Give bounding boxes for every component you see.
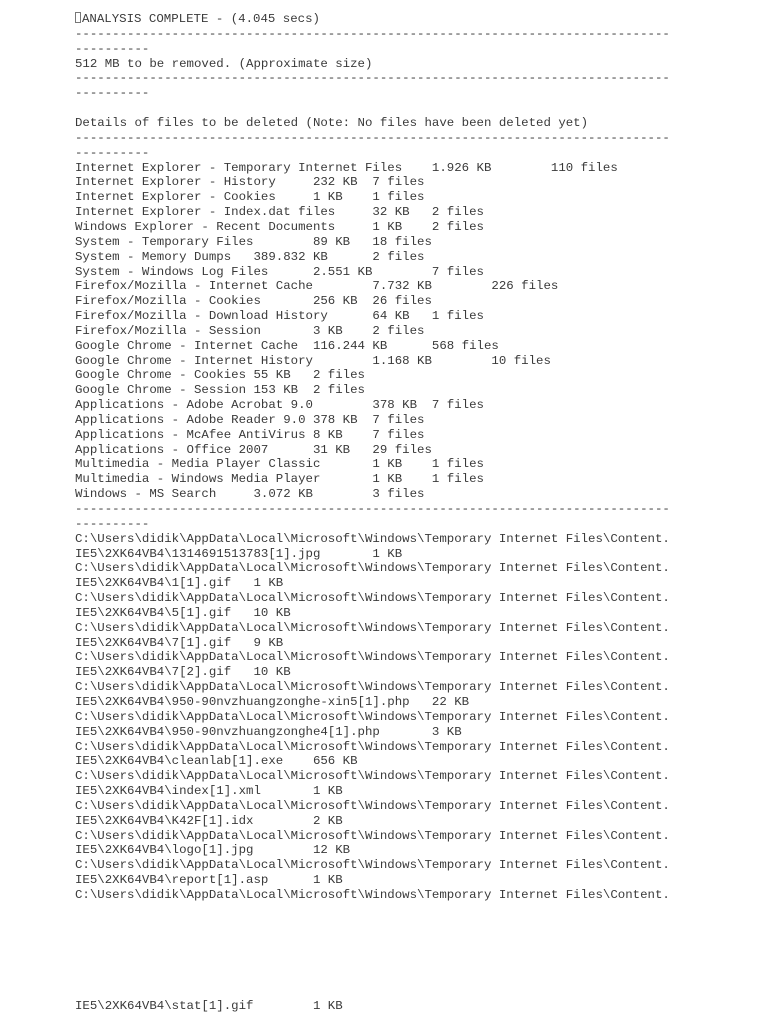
analysis-report: [75, 12, 765, 1014]
category-line: Internet Explorer - History 232 KB 7 files: [75, 175, 425, 190]
category-line: Firefox/Mozilla - Download History 64 KB 1 files: [75, 309, 484, 324]
category-line: Google Chrome - Cookies 55 KB 2 files: [75, 368, 365, 383]
file-path-line: C:\Users\didik\AppData\Local\Microsoft\Windows\Temporary Internet Files\Content.: [75, 561, 670, 576]
separator-line-wrap: ----------: [75, 86, 150, 101]
category-line: System - Memory Dumps 389.832 KB 2 files: [75, 249, 425, 264]
file-path-line: C:\Users\didik\AppData\Local\Microsoft\Windows\Temporary Internet Files\Content.: [75, 739, 670, 754]
category-line: Internet Explorer - Index.dat files 32 KB 2 files: [75, 205, 484, 220]
category-line: Google Chrome - Internet History 1.168 KB 10 files: [75, 353, 551, 368]
category-line: Firefox/Mozilla - Session 3 KB 2 files: [75, 323, 425, 338]
file-path-line: C:\Users\didik\AppData\Local\Microsoft\Windows\Temporary Internet Files\Content.: [75, 620, 670, 635]
file-path-line: C:\Users\didik\AppData\Local\Microsoft\Windows\Temporary Internet Files\Content.: [75, 858, 670, 873]
category-line: Applications - Adobe Reader 9.0 378 KB 7 files: [75, 412, 425, 427]
blank-line: [75, 101, 765, 116]
separator-line: --------------------------------------------------------------------------------: [75, 502, 670, 516]
details-title: Details of files to be deleted (Note: No files have been deleted yet): [75, 116, 589, 131]
file-path-line: C:\Users\didik\AppData\Local\Microsoft\Windows\Temporary Internet Files\Content.: [75, 798, 670, 813]
file-name-line: IE5\2XK64VB4\cleanlab[1].exe 656 KB: [75, 754, 358, 769]
file-name-line: IE5\2XK64VB4\7[1].gif 9 KB: [75, 635, 284, 650]
file-path-line: C:\Users\didik\AppData\Local\Microsoft\Windows\Temporary Internet Files\Content.: [75, 680, 670, 695]
file-name-line: IE5\2XK64VB4\logo[1].jpg 12 KB: [75, 843, 351, 858]
category-line: Windows Explorer - Recent Documents 1 KB 2 files: [75, 219, 484, 234]
category-line: Applications - Adobe Acrobat 9.0 378 KB 7 files: [75, 398, 484, 413]
file-name-line: IE5\2XK64VB4\950-90nvzhuangzonghe-xin5[1].php 22 KB: [75, 694, 470, 709]
category-line: Google Chrome - Session 153 KB 2 files: [75, 383, 365, 398]
size-summary: 512 MB to be removed. (Approximate size): [75, 56, 373, 71]
file-name-line: IE5\2XK64VB4\1[1].gif 1 KB: [75, 576, 284, 591]
category-line: Firefox/Mozilla - Cookies 256 KB 26 files: [75, 294, 432, 309]
file-path-line: C:\Users\didik\AppData\Local\Microsoft\Windows\Temporary Internet Files\Content.: [75, 828, 670, 843]
category-line: Applications - McAfee AntiVirus 8 KB 7 files: [75, 427, 425, 442]
analysis-status-line: [75, 12, 765, 27]
separator-line: --------------------------------------------------------------------------------: [75, 71, 670, 86]
category-line: Multimedia - Media Player Classic 1 KB 1 files: [75, 457, 484, 472]
category-line: Windows - MS Search 3.072 KB 3 files: [75, 487, 425, 502]
file-name-line: IE5\2XK64VB4\report[1].asp 1 KB: [75, 873, 343, 888]
file-name-line: IE5\2XK64VB4\stat[1].gif 1 KB: [75, 998, 343, 1013]
separator-line-wrap: ----------: [75, 516, 150, 531]
category-line: Firefox/Mozilla - Internet Cache 7.732 KB 226 files: [75, 279, 559, 294]
file-name-line: IE5\2XK64VB4\5[1].gif 10 KB: [75, 605, 291, 620]
file-path-line: C:\Users\didik\AppData\Local\Microsoft\Windows\Temporary Internet Files\Content.: [75, 591, 670, 606]
category-line: System - Windows Log Files 2.551 KB 7 files: [75, 264, 484, 279]
file-path-line: C:\Users\didik\AppData\Local\Microsoft\Windows\Temporary Internet Files\Content.: [75, 769, 670, 784]
file-name-line: IE5\2XK64VB4\1314691513783[1].jpg 1 KB: [75, 546, 403, 561]
file-path-line: C:\Users\didik\AppData\Local\Microsoft\Windows\Temporary Internet Files\Content.: [75, 709, 670, 724]
file-path-line: C:\Users\didik\AppData\Local\Microsoft\Windows\Temporary Internet Files\Content.: [75, 531, 670, 546]
category-line: Internet Explorer - Temporary Internet Files 1.926 KB 110 files: [75, 160, 618, 175]
category-line: System - Temporary Files 89 KB 18 files: [75, 234, 432, 249]
page-break-gap: [75, 903, 765, 999]
category-line: Multimedia - Windows Media Player 1 KB 1 files: [75, 472, 484, 487]
file-name-line: IE5\2XK64VB4\7[2].gif 10 KB: [75, 665, 291, 680]
separator-line-wrap: ----------: [75, 41, 150, 56]
file-name-line: IE5\2XK64VB4\950-90nvzhuangzonghe4[1].php 3 KB: [75, 724, 462, 739]
file-name-line: IE5\2XK64VB4\index[1].xml 1 KB: [75, 784, 343, 799]
file-path-line: C:\Users\didik\AppData\Local\Microsoft\Windows\Temporary Internet Files\Content.: [75, 887, 670, 902]
category-line: Applications - Office 2007 31 KB 29 files: [75, 442, 432, 457]
missing-glyph-icon: [75, 12, 81, 23]
category-line: Internet Explorer - Cookies 1 KB 1 files: [75, 190, 425, 205]
analysis-status: ANALYSIS COMPLETE - (4.045 secs): [82, 12, 320, 26]
separator-line-wrap: ----------: [75, 145, 150, 160]
separator-line: --------------------------------------------------------------------------------: [75, 130, 670, 145]
category-line: Google Chrome - Internet Cache 116.244 KB 568 files: [75, 338, 499, 353]
separator-line: --------------------------------------------------------------------------------: [75, 26, 670, 41]
file-name-line: IE5\2XK64VB4\K42F[1].idx 2 KB: [75, 813, 343, 828]
file-path-line: C:\Users\didik\AppData\Local\Microsoft\Windows\Temporary Internet Files\Content.: [75, 650, 670, 665]
